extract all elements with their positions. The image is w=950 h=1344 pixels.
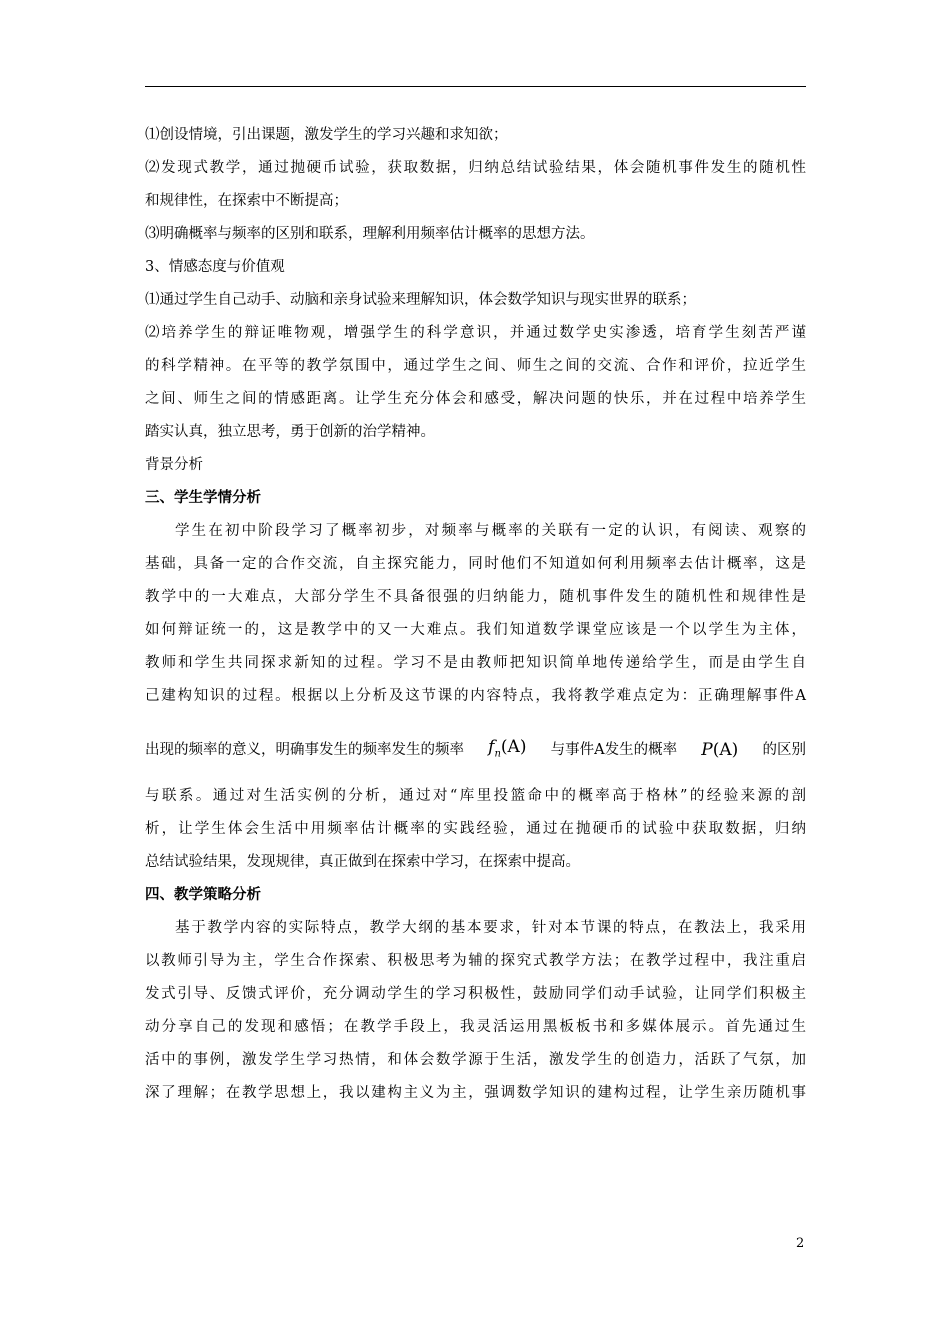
paragraph-line: 之间、师生之间的情感距离。让学生充分体会和感受，解决问题的快乐，并在过程中培养学生 <box>145 391 806 407</box>
paragraph-line: 以教师引导为主，学生合作探索、积极思考为辅的探究式教学方法；在教学过程中，我注重启 <box>145 953 806 969</box>
paragraph-line: 深了理解；在教学思想上，我以建构主义为主，强调数学知识的建构过程，让学生亲历随机事 <box>145 1085 806 1101</box>
paragraph-line: 与联系。通过对生活实例的分析，通过对“库里投篮命中的概率高于格林”的经验来源的剖 <box>145 788 806 804</box>
document-body <box>145 119 806 1110</box>
section-label: 背景分析 <box>145 457 203 473</box>
paragraph-line: ⑵发现式教学，通过抛硬币试验，获取数据，归纳总结试验结果，体会随机事件发生的随机性 <box>145 160 806 176</box>
paragraph-line: 的科学精神。在平等的教学氛围中，通过学生之间、师生之间的交流、合作和评价，拉近学生 <box>145 358 806 374</box>
page-number: 2 <box>796 1236 805 1251</box>
paragraph-line: 活中的事例，激发学生学习热情，和体会数学源于生活，激发学生的创造力，活跃了气氛，加 <box>145 1052 806 1068</box>
paragraph-line: ⑶明确概率与频率的区别和联系，理解利用频率估计概率的思想方法。 <box>145 226 595 242</box>
paragraph-line: 析，让学生体会生活中用频率估计概率的实践经验，通过在抛硬币的试验中获取数据，归纳 <box>145 821 806 837</box>
paragraph-line: ⑴创设情境，引出课题，激发学生的学习兴趣和求知欲； <box>145 127 508 143</box>
section-heading: 三、学生学情分析 <box>145 490 261 506</box>
paragraph-line: 基于教学内容的实际特点，教学大纲的基本要求，针对本节课的特点，在教法上，我采用 <box>175 920 806 936</box>
paragraph-line: 踏实认真，独立思考，勇于创新的治学精神。 <box>145 424 435 440</box>
paragraph-line: ⑵培养学生的辩证唯物观，增强学生的科学意识，并通过数学史实渗透，培育学生刻苦严谨 <box>145 325 806 341</box>
header-rule <box>145 86 806 87</box>
formula-line <box>145 713 806 780</box>
paragraph-line: 如何辩证统一的，这是教学中的又一大难点。我们知道数学课堂应该是一个以学生为主体， <box>145 622 806 638</box>
paragraph-line: 己建构知识的过程。根据以上分析及这节课的内容特点，我将教学难点定为：正确理解事件A <box>145 688 806 704</box>
formula-text-1: 出现的频率的意义，明确事发生的频率发生的频率 <box>145 742 464 759</box>
formula-fn-a: $f_n(A)$ <box>488 737 527 760</box>
paragraph-line: 总结试验结果，发现规律，真正做到在探索中学习，在探索中提高。 <box>145 854 580 870</box>
formula-text-2: 与事件A发生的概率 <box>550 742 678 759</box>
formula-text-3: 的区别 <box>762 742 806 759</box>
paragraph-line: 和规律性，在探索中不断提高； <box>145 193 348 209</box>
paragraph-line: 动分享自己的发现和感悟；在教学手段上，我灵活运用黑板板书和多媒体展示。首先通过生 <box>145 1019 806 1035</box>
section-heading: 四、教学策略分析 <box>145 887 261 903</box>
paragraph-line: 教师和学生共同探求新知的过程。学习不是由教师把知识简单地传递给学生，而是由学生自 <box>145 655 806 671</box>
formula-p-a: P(A) <box>701 740 739 761</box>
paragraph-line: 发式引导、反馈式评价，充分调动学生的学习积极性，鼓励同学们动手试验，让同学们积极主 <box>145 986 806 1002</box>
section-subheading: 3、情感态度与价值观 <box>145 259 285 275</box>
paragraph-line: 基础，具备一定的合作交流，自主探究能力，同时他们不知道如何利用频率去估计概率，这是 <box>145 556 806 572</box>
paragraph-line: ⑴通过学生自己动手、动脑和亲身试验来理解知识，体会数学知识与现实世界的联系； <box>145 292 696 308</box>
paragraph-line: 教学中的一大难点，大部分学生不具备很强的归纳能力，随机事件发生的随机性和规律性是 <box>145 589 806 605</box>
paragraph-line: 学生在初中阶段学习了概率初步，对频率与概率的关联有一定的认识，有阅读、观察的 <box>175 523 806 539</box>
